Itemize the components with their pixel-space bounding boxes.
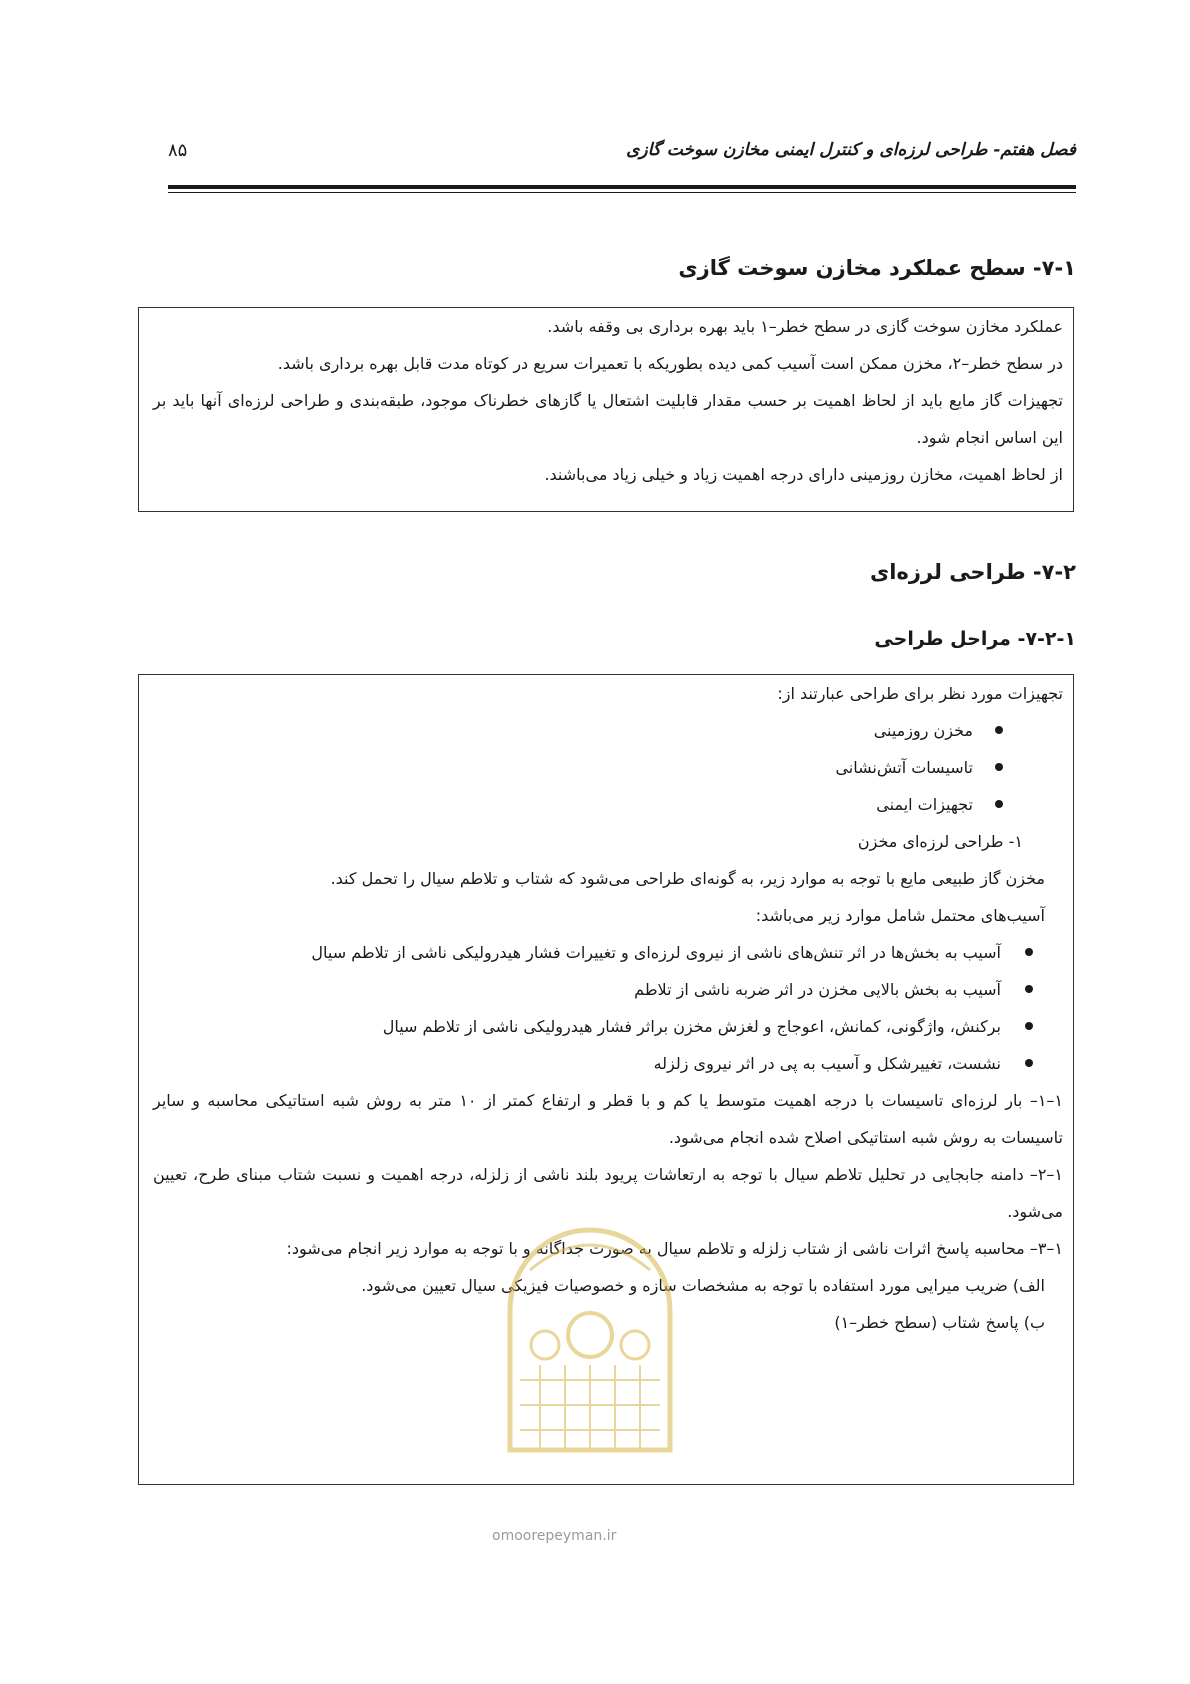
section-heading-7-2: ۷-۲- طراحی لرزه‌ای [870, 560, 1076, 584]
bullet-icon [995, 800, 1003, 808]
page-number: ۸۵ [168, 140, 188, 161]
tank-design-title: ۱- طراحی لرزه‌ای مخزن [857, 832, 1023, 851]
section-heading-7-2-1: ۷-۲-۱- مراحل طراحی [874, 628, 1076, 650]
section-heading-7-1: ۷-۱- سطح عملکرد مخازن سوخت گازی [678, 256, 1076, 280]
performance-paragraph: تجهیزات گاز مایع باید از لحاظ اهمیت بر حسب مقدار قابلیت اشتعال یا گازهای خطرناک موجود، طبقه‌بندی و طراحی لرزه‌ای آنها باید بر این اساس انجام شود. [153, 391, 1063, 447]
bullet-icon [1025, 948, 1033, 956]
damages-intro: آسیب‌های محتمل شامل موارد زیر می‌باشد: [755, 906, 1045, 925]
performance-paragraph: در سطح خطر–۲، مخزن ممکن است آسیب کمی دیده بطوریکه با تعمیرات سریع در کوتاه مدت قابل بهره برداری باشد. [277, 354, 1063, 373]
performance-box [138, 307, 1074, 512]
list-item: برکنش، واژگونی، کمانش، اعوجاج و لغزش مخزن براثر فشار هیدرولیکی ناشی از تلاطم سیال [139, 1008, 1073, 1045]
damages-list [139, 934, 1073, 1082]
item-1-1: ۱–۱– بار لرزه‌ای تاسیسات با درجه اهمیت متوسط یا کم و با قطر و ارتفاع کمتر از ۱۰ متر به روش شبه استاتیکی محاسبه و سایر تاسیسات به روش شبه استاتیکی اصلاح شده انجام می‌شود. [153, 1091, 1064, 1147]
bullet-icon [1025, 1059, 1033, 1067]
equipment-intro: تجهیزات مورد نظر برای طراحی عبارتند از: [777, 684, 1063, 703]
bullet-icon [995, 763, 1003, 771]
list-item: نشست، تغییرشکل و آسیب به پی در اثر نیروی زلزله [139, 1045, 1073, 1082]
item-a: الف) ضریب میرایی مورد استفاده با توجه به مشخصات سازه و خصوصیات فیزیکی سیال تعیین می‌شود. [361, 1276, 1045, 1295]
bullet-icon [1025, 1022, 1033, 1030]
list-item: تجهیزات ایمنی [139, 786, 1073, 823]
header-rule-thick [168, 185, 1076, 189]
bullet-icon [995, 726, 1003, 734]
list-item: آسیب به بخش‌ها در اثر تنش‌های ناشی از نیروی لرزه‌ای و تغییرات فشار هیدرولیکی ناشی از تلاطم سیال [139, 934, 1073, 971]
equipment-list [139, 712, 1073, 823]
running-header [168, 138, 1076, 178]
list-item: تاسیسات آتش‌نشانی [139, 749, 1073, 786]
list-item: مخزن روزمینی [139, 712, 1073, 749]
chapter-title: فصل هفتم- طراحی لرزه‌ای و کنترل ایمنی مخازن سوخت گازی [626, 140, 1076, 160]
list-item: آسیب به بخش بالایی مخزن در اثر ضربه ناشی از تلاطم [139, 971, 1073, 1008]
performance-paragraph: عملکرد مخازن سوخت گازی در سطح خطر–۱ باید بهره برداری بی وقفه باشد. [547, 317, 1063, 336]
bullet-icon [1025, 985, 1033, 993]
header-rule-thin [168, 192, 1076, 193]
watermark-logo [470, 1200, 710, 1500]
item-1-3: ۱–۳– محاسبه پاسخ اثرات ناشی از شتاب زلزله و تلاطم سیال به صورت جداگانه و با توجه به موارد زیر انجام می‌شود: [286, 1239, 1063, 1258]
performance-paragraph: از لحاظ اهمیت، مخازن روزمینی دارای درجه اهمیت زیاد و خیلی زیاد می‌باشند. [544, 465, 1063, 484]
tank-design-text: مخزن گاز طبیعی مایع با توجه به موارد زیر، به گونه‌ای طراحی می‌شود که شتاب و تلاطم سیال را تحمل کند. [330, 869, 1045, 888]
item-b: ب) پاسخ شتاب (سطح خطر–۱) [834, 1313, 1045, 1332]
item-1-2: ۱–۲– دامنه جابجایی در تحلیل تلاطم سیال با توجه به ارتعاشات پریود بلند ناشی از زلزله، درجه اهمیت و نسبت شتاب مبنای طرح، تعیین می‌شود. [153, 1165, 1063, 1221]
watermark-url: omoorepeyman.ir [492, 1528, 617, 1544]
